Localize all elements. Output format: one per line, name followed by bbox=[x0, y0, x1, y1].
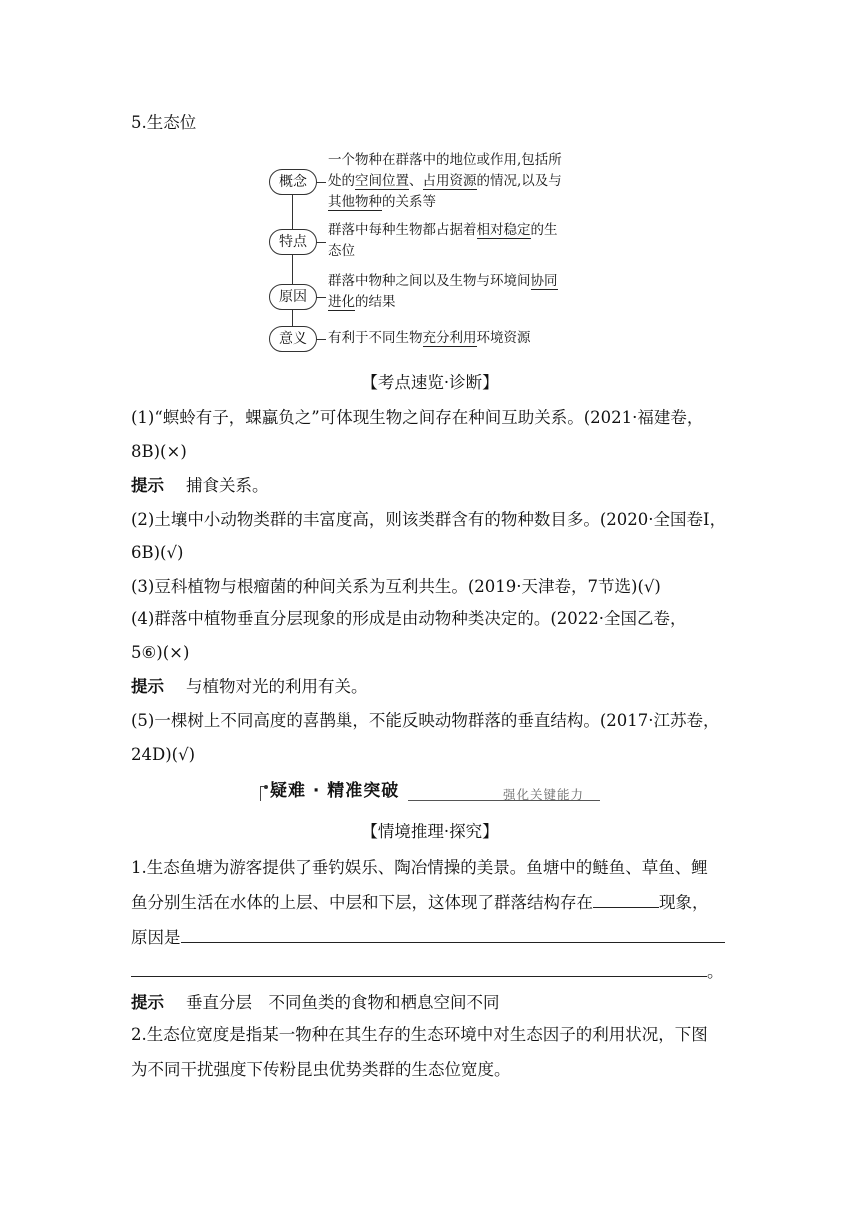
quiz-item-4: (4)群落中植物垂直分层现象的形成是由动物种类决定的。(2022·全国乙卷， bbox=[131, 609, 687, 628]
hint-1 bbox=[131, 474, 269, 498]
banner-subtitle: 强化关键能力 bbox=[503, 787, 585, 802]
quiz-item-1-source: 8B)(×) bbox=[131, 442, 187, 461]
inquiry-q1-line-1: 1.生态鱼塘为游客提供了垂钓娱乐、陶冶情操的美景。鱼塘中的鲢鱼、草鱼、鲤 bbox=[131, 858, 708, 877]
quiz-item-5-source: 24D)(√) bbox=[131, 745, 196, 764]
underlined-term: 相对稳定 bbox=[476, 222, 531, 238]
inquiry-header: 【情境推理·探究】 bbox=[361, 822, 499, 841]
node-feature: 特点 bbox=[269, 229, 317, 255]
node-concept-text bbox=[328, 150, 562, 213]
underlined-term: 其他物种 bbox=[328, 194, 382, 210]
inquiry-q1-period: 。 bbox=[707, 962, 724, 981]
quiz-item-2: (2)土壤中小动物类群的丰富度高，则该类群含有的物种数目多。(2020·全国卷Ⅰ， bbox=[131, 510, 727, 529]
diagram-text: 态位 bbox=[328, 243, 355, 259]
inquiry-q1-text-end: 现象， bbox=[659, 893, 709, 912]
inquiry-q1-line-2 bbox=[131, 890, 709, 915]
node-dash bbox=[316, 182, 326, 183]
diagram-text: 、 bbox=[409, 173, 423, 189]
underlined-term: 占用资源 bbox=[422, 173, 477, 189]
hint-label: 提示 bbox=[131, 677, 164, 696]
node-dash bbox=[316, 242, 326, 243]
diagram-text: 处的 bbox=[328, 173, 355, 189]
node-significance: 意义 bbox=[269, 326, 317, 352]
hint-text: 垂直分层 不同鱼类的食物和栖息空间不同 bbox=[186, 993, 500, 1012]
node-cause: 原因 bbox=[269, 284, 317, 310]
diagram-text-line bbox=[328, 150, 562, 171]
diagram-text-line bbox=[328, 220, 558, 241]
diagram-text-line bbox=[328, 271, 558, 292]
answer-blank[interactable] bbox=[131, 959, 707, 977]
quiz-item-4-source: 5⑥)(×) bbox=[131, 643, 190, 662]
section-title: 5.生态位 bbox=[131, 113, 197, 132]
inquiry-q1-line-4 bbox=[131, 959, 724, 984]
diagram-text: 的生 bbox=[530, 222, 558, 238]
banner-title: 疑难 · 精准突破 bbox=[270, 781, 400, 801]
diagram-text: 环境资源 bbox=[476, 330, 531, 346]
diagram-text: 群落中每种生物都占据着 bbox=[328, 222, 477, 238]
inquiry-hint bbox=[131, 991, 500, 1015]
inquiry-q2-line-2: 为不同干扰强度下传粉昆虫优势类群的生态位宽度。 bbox=[131, 1060, 511, 1079]
underlined-term: 协同 bbox=[530, 273, 558, 289]
node-significance-text bbox=[328, 328, 531, 349]
hint-4 bbox=[131, 675, 368, 699]
hint-label: 提示 bbox=[131, 993, 164, 1012]
node-cause-text bbox=[328, 271, 558, 313]
diagram-text-line bbox=[328, 241, 558, 262]
answer-blank[interactable] bbox=[593, 890, 659, 908]
quiz-item-1: (1)“螟蛉有子，蜾蠃负之”可体现生物之间存在种间互助关系。(2021·福建卷， bbox=[131, 408, 704, 427]
node-dash bbox=[316, 339, 326, 340]
quiz-item-5: (5)一棵树上不同高度的喜鹊巢，不能反映动物群落的垂直结构。(2017·江苏卷， bbox=[131, 711, 720, 730]
hint-text: 与植物对光的利用有关。 bbox=[186, 677, 368, 696]
banner-dot-icon bbox=[264, 785, 268, 789]
diagram-text: 有利于不同生物 bbox=[328, 330, 423, 346]
diagram-text-line bbox=[328, 171, 562, 192]
diagram-text: 的关系等 bbox=[382, 194, 436, 210]
diagram-text: 的结果 bbox=[355, 294, 396, 310]
quiz-item-2-source: 6B)(√) bbox=[131, 543, 184, 562]
diagram-connector-line bbox=[292, 190, 293, 340]
inquiry-q1-reason-label: 原因是 bbox=[131, 928, 181, 947]
diagram-text-line bbox=[328, 292, 558, 313]
node-feature-text bbox=[328, 220, 558, 262]
inquiry-q1-line-3 bbox=[131, 925, 725, 950]
underlined-term: 进化 bbox=[328, 294, 355, 310]
answer-blank[interactable] bbox=[181, 925, 725, 943]
node-dash bbox=[316, 297, 326, 298]
inquiry-q2-line-1: 2.生态位宽度是指某一物种在其生存的生态环境中对生态因子的利用状况，下图 bbox=[131, 1025, 708, 1044]
diagram-text-line bbox=[328, 192, 562, 213]
node-concept: 概念 bbox=[269, 169, 317, 195]
underlined-term: 充分利用 bbox=[422, 330, 477, 346]
quiz-item-3: (3)豆科植物与根瘤菌的种间关系为互利共生。(2019·天津卷，7节选)(√) bbox=[131, 577, 661, 596]
diagram-text: 一个物种在群落中的地位或作用,包括所 bbox=[328, 152, 562, 168]
inquiry-q1-text: 鱼分别生活在水体的上层、中层和下层，这体现了群落结构存在 bbox=[131, 893, 593, 912]
diagram-text: 的情况,以及与 bbox=[476, 173, 562, 189]
diagram-text-line bbox=[328, 328, 531, 349]
underlined-term: 空间位置 bbox=[355, 173, 409, 189]
hint-label: 提示 bbox=[131, 476, 164, 495]
diagram-text: 群落中物种之间以及生物与环境间 bbox=[328, 273, 531, 289]
hint-text: 捕食关系。 bbox=[186, 476, 269, 495]
quiz-header: 【考点速览·诊断】 bbox=[361, 373, 499, 392]
banner-underline bbox=[408, 800, 600, 801]
